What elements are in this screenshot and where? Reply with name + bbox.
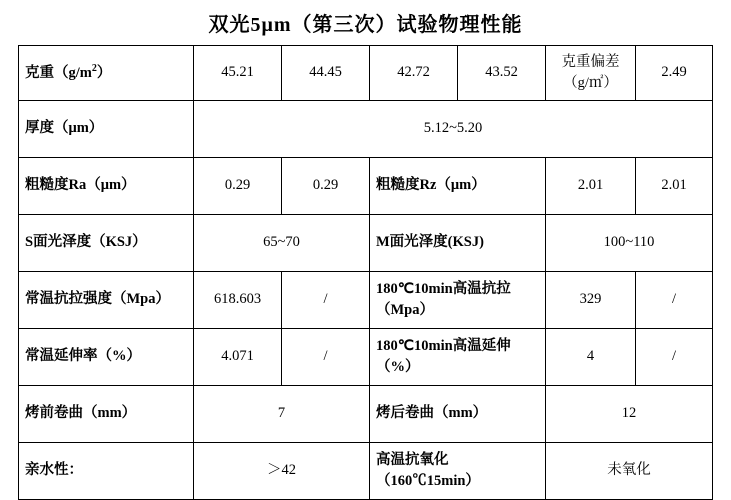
- elongation-hot-value-2: /: [636, 329, 713, 386]
- tensile-hot-value-1: 329: [546, 272, 636, 329]
- row-label-tensile-hot: 180℃10min高温抗拉（Mpa）: [370, 272, 546, 329]
- table-row: [19, 329, 713, 386]
- curl-before-value: 7: [194, 386, 370, 443]
- oxidation-resistance-value: 未氧化: [546, 443, 713, 500]
- weight-value-4: 43.52: [458, 46, 546, 101]
- gloss-s-value: 65~70: [194, 215, 370, 272]
- roughness-rz-value-2: 2.01: [636, 158, 713, 215]
- elongation-room-value-2: /: [282, 329, 370, 386]
- curl-after-value: 12: [546, 386, 713, 443]
- row-label-gloss-m: M面光泽度(KSJ): [370, 215, 546, 272]
- row-label-weight-deviation: 克重偏差（g/㎡）: [546, 46, 636, 101]
- row-label-gloss-s: S面光泽度（KSJ）: [19, 215, 194, 272]
- row-label-weight: 克重$(g/m^2)$: [19, 46, 194, 101]
- row-label-tensile-room: 常温抗拉强度（Mpa）: [19, 272, 194, 329]
- table-row: [19, 101, 713, 158]
- row-label-elongation-hot: 180℃10min高温延伸（%）: [370, 329, 546, 386]
- tensile-room-value-2: /: [282, 272, 370, 329]
- table-row: [19, 158, 713, 215]
- physical-properties-table: [18, 45, 713, 500]
- row-label-elongation-room: 常温延伸率（%）: [19, 329, 194, 386]
- row-label-curl-before: 烤前卷曲（mm）: [19, 386, 194, 443]
- roughness-ra-value-2: 0.29: [282, 158, 370, 215]
- row-label-thickness: 厚度（μm）: [19, 101, 194, 158]
- page-title: 双光5μm（第三次）试验物理性能: [208, 14, 523, 36]
- row-label-roughness-ra: 粗糙度Ra（μm）: [19, 158, 194, 215]
- table-row: [19, 272, 713, 329]
- weight-value-2: 44.45: [282, 46, 370, 101]
- table-row: [19, 443, 713, 500]
- table-row: [19, 215, 713, 272]
- weight-deviation-value: 2.49: [636, 46, 713, 101]
- weight-value-3: 42.72: [370, 46, 458, 101]
- thickness-value: 5.12~5.20: [194, 101, 713, 158]
- table-row: [19, 46, 713, 101]
- row-label-hydrophilicity: 亲水性：: [19, 443, 194, 500]
- hydrophilicity-value: ＞42: [194, 443, 370, 500]
- roughness-ra-value-1: 0.29: [194, 158, 282, 215]
- tensile-hot-value-2: /: [636, 272, 713, 329]
- elongation-room-value-1: 4.071: [194, 329, 282, 386]
- gloss-m-value: 100~110: [546, 215, 713, 272]
- row-label-roughness-rz: 粗糙度Rz（μm）: [370, 158, 546, 215]
- tensile-room-value-1: 618.603: [194, 272, 282, 329]
- row-label-curl-after: 烤后卷曲（mm）: [370, 386, 546, 443]
- table-row: [19, 386, 713, 443]
- elongation-hot-value-1: 4: [546, 329, 636, 386]
- roughness-rz-value-1: 2.01: [546, 158, 636, 215]
- row-label-oxidation-resistance: 高温抗氧化（160℃15min）: [370, 443, 546, 500]
- weight-value-1: 45.21: [194, 46, 282, 101]
